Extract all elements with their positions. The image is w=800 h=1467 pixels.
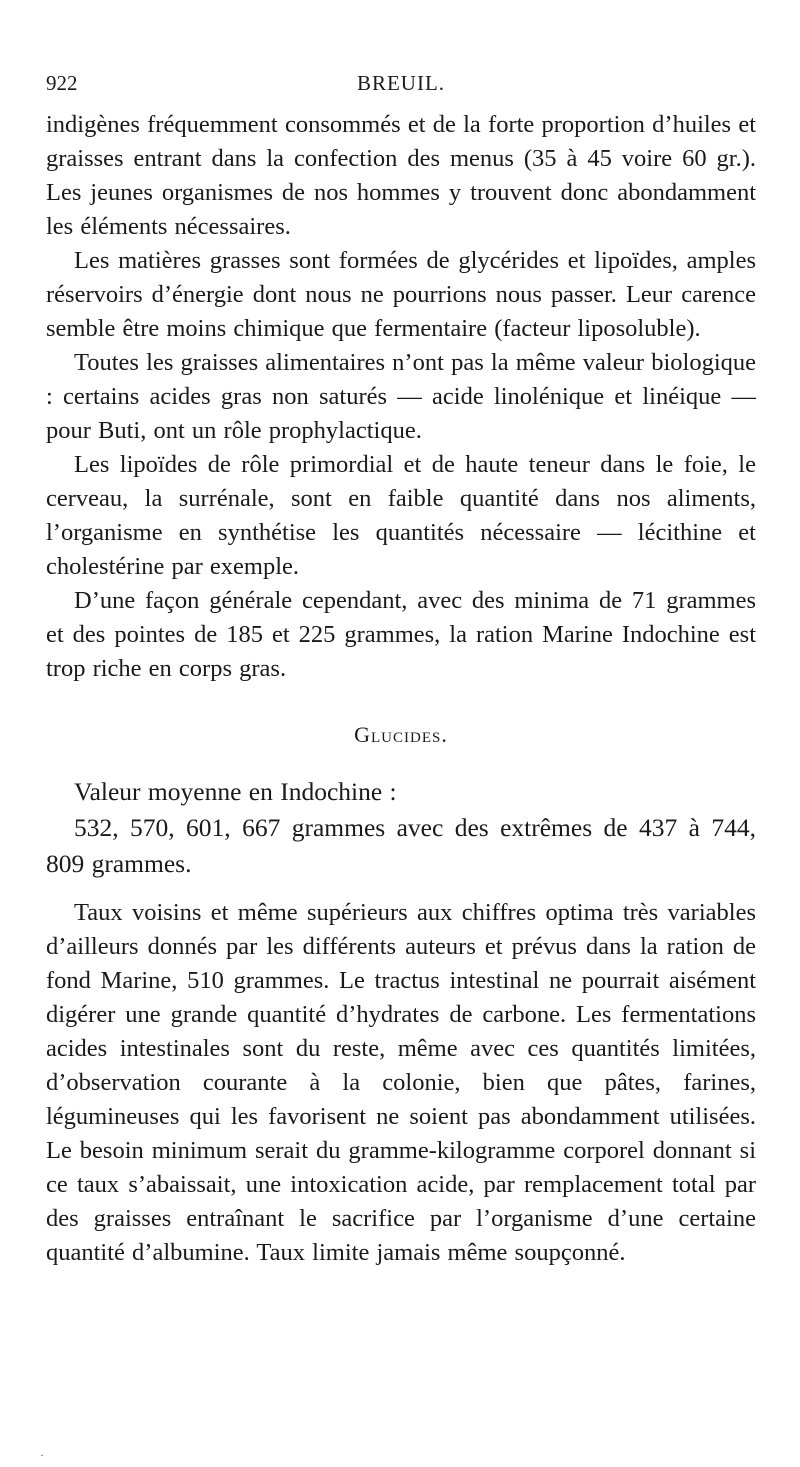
stray-mark: · (40, 1448, 44, 1462)
paragraph-continued: indigènes fréquemment consommés et de la forte proportion d’huiles et graisses entrant dans la confection des menus (35 à 45 voire 60 gr.). Les jeunes organismes de nos hommes y trouvent donc abondamment les éléments nécessaires. (46, 111, 756, 240)
section-heading: Glucides. (354, 722, 448, 747)
page (46, 68, 756, 1270)
paragraph-lipid-composition: Les matières grasses sont formées de glycérides et lipoïdes, amples réservoirs d’énergie dont nous ne pourrions nous passer. Leur carence semble être moins chimique que fermentaire (facteur liposoluble). (46, 247, 756, 342)
page-number: 922 (46, 71, 78, 95)
running-title: BREUIL. (356, 71, 446, 95)
section-body: Taux voisins et même supérieurs aux chiffres optima très variables d’ailleurs donnés par les différents auteurs et prévus dans la ration de fond Marine, 510 grammes. Le tractus intestinal ne pourrait aisément digérer une grande quantité d’hydrates de carbone. Les fermentations acides intestinales sont du reste, même avec ces quantités limitées, d’observation courante à la colonie, bien que pâtes, farines, légumineuses qui les favorisent ne soient pas abondamment utilisées. Le besoin minimum serait du gramme-kilogramme corporel donnant si ce taux s’abaissait, une intoxication acide, par remplacement total par des graisses entraînant le sacrifice par l’organisme d’une certaine quantité d’albumine. Taux limite jamais même soupçonné. (46, 899, 756, 1266)
section-values: 532, 570, 601, 667 grammes avec des extrêmes de 437 à 744, 809 grammes. (46, 813, 756, 878)
paragraph-lipoids: Les lipoïdes de rôle primordial et de haute teneur dans le foie, le cerveau, la surrénale, sont en faible quantité dans nos aliments, l’organisme en synthétise les quantités nécessaire — lécithine et cholestérine par exemple. (46, 451, 756, 580)
section-intro: Valeur moyenne en Indochine : (74, 777, 397, 806)
paragraph-fat-biological-value: Toutes les graisses alimentaires n’ont pas la même valeur biologique : certains acides gras non saturés — acide linolénique et linéique — pour Buti, ont un rôle prophylactique. (46, 349, 756, 444)
running-head (46, 68, 756, 98)
paragraph-fat-ration-conclusion: D’une façon générale cependant, avec des minima de 71 grammes et des pointes de 185 et 225 grammes, la ration Marine Indochine est trop riche en corps gras. (46, 587, 756, 682)
